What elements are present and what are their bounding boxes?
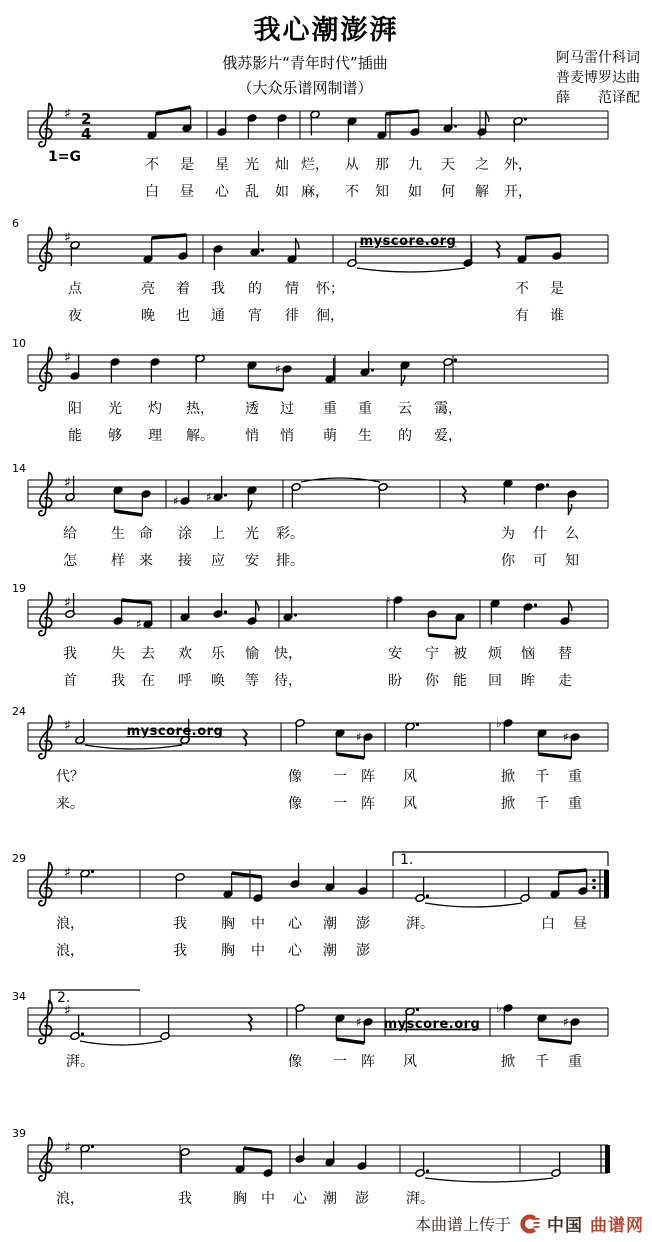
note bbox=[347, 242, 357, 267]
site-name-red: 曲谱网 bbox=[590, 1216, 644, 1236]
lyric-syllable: 命 bbox=[139, 526, 153, 542]
note bbox=[290, 863, 300, 888]
credit-translator: 薛 范译配 bbox=[556, 90, 640, 106]
note bbox=[537, 1014, 547, 1039]
lyric-syllable: 不 bbox=[145, 157, 159, 173]
lyric-syllable: 怀； bbox=[316, 281, 344, 297]
lyric-syllable: 安 bbox=[245, 553, 259, 569]
note bbox=[70, 1015, 84, 1040]
lyric-syllable: 浪， bbox=[56, 943, 84, 959]
tie bbox=[425, 903, 522, 907]
page-title: 我心潮澎湃 bbox=[253, 15, 399, 46]
note bbox=[295, 719, 305, 744]
lyric-syllable: 热， bbox=[186, 401, 214, 417]
lyric-syllable: 恼 bbox=[521, 646, 535, 662]
note bbox=[213, 245, 223, 270]
lyric-syllable: 阳 bbox=[68, 401, 82, 417]
lyric-syllable: 点 bbox=[68, 281, 82, 297]
note bbox=[247, 361, 257, 386]
lyric-syllable: 着 bbox=[176, 281, 190, 297]
lyric-syllable: 胸 bbox=[233, 1191, 247, 1207]
note bbox=[282, 365, 292, 390]
note bbox=[363, 733, 373, 758]
lyric-syllable: 去 bbox=[141, 646, 155, 662]
beam bbox=[336, 1039, 364, 1043]
lyric-syllable: 安 bbox=[388, 646, 402, 662]
lyric-syllable: 掀 bbox=[501, 796, 515, 812]
lyric-syllable: 给 bbox=[63, 526, 77, 542]
note bbox=[70, 241, 80, 266]
measure-number: 6 bbox=[12, 217, 19, 230]
lyric-syllable: 理 bbox=[148, 428, 162, 444]
lyric-syllable: 亮 bbox=[141, 281, 155, 297]
lyric-syllable: 灿 bbox=[275, 157, 289, 173]
beam bbox=[232, 873, 262, 877]
note bbox=[415, 1152, 429, 1177]
lyric-syllable: 澎 bbox=[356, 943, 370, 959]
lyric-syllable: 有 bbox=[515, 308, 529, 324]
lyric-syllable: 能 bbox=[68, 428, 82, 444]
note bbox=[175, 873, 185, 898]
lyric-syllable: 一 bbox=[333, 769, 347, 785]
lyric-syllable: 知 bbox=[375, 184, 389, 200]
accidental: ♯ bbox=[173, 494, 179, 508]
lyric-syllable: 排。 bbox=[276, 553, 304, 569]
key-signature-sharp: ♯ bbox=[64, 718, 71, 734]
beam bbox=[538, 754, 571, 758]
lyric-syllable: 情 bbox=[285, 281, 299, 297]
measure-number: 14 bbox=[12, 462, 26, 475]
lyric-syllable: 乐 bbox=[211, 646, 225, 662]
note bbox=[178, 235, 188, 260]
lyric-syllable: 云 bbox=[398, 401, 412, 417]
lyric-syllable: 解 bbox=[475, 184, 489, 200]
key-signature-sharp: ♯ bbox=[64, 1140, 71, 1156]
lyric-syllable: 应 bbox=[211, 553, 225, 569]
lyric-syllable: 过 bbox=[280, 401, 294, 417]
lyric-syllable: 悄 bbox=[280, 428, 294, 444]
lyric-syllable: 潮 bbox=[323, 1191, 337, 1207]
lyric-syllable: 够 bbox=[108, 428, 122, 444]
lyric-syllable: 昼 bbox=[180, 184, 194, 200]
accidental: ♭ bbox=[496, 716, 502, 730]
lyric-syllable: 样 bbox=[111, 553, 125, 569]
lyric-syllable: 胸 bbox=[221, 916, 235, 932]
lyric-syllable: 那 bbox=[375, 157, 389, 173]
note bbox=[335, 1014, 345, 1039]
note bbox=[150, 358, 160, 383]
lyric-syllable: 一 bbox=[333, 1054, 347, 1070]
key-label: 1=G bbox=[48, 149, 81, 165]
lyric-syllable: 可 bbox=[533, 553, 547, 569]
lyric-syllable: 我 bbox=[211, 281, 225, 297]
staff-system-2 bbox=[12, 217, 608, 324]
note bbox=[141, 490, 151, 515]
key-signature-sharp: ♯ bbox=[64, 106, 71, 122]
measure-number: 39 bbox=[12, 1127, 26, 1140]
note bbox=[535, 483, 549, 508]
tie bbox=[357, 268, 465, 272]
repeat-dot bbox=[592, 879, 596, 883]
lyric-syllable: 重 bbox=[568, 769, 582, 785]
lyric-syllable: 透 bbox=[245, 401, 259, 417]
lyric-syllable: 风 bbox=[403, 796, 417, 812]
note bbox=[443, 358, 457, 383]
lyric-syllable: 重 bbox=[358, 401, 372, 417]
beam bbox=[538, 1039, 571, 1043]
repeat-dot bbox=[592, 886, 596, 890]
lyric-syllable: 何 bbox=[441, 184, 455, 200]
lyric-syllable: 昼 bbox=[573, 916, 587, 932]
note bbox=[295, 1004, 305, 1029]
accidental: ♭ bbox=[496, 1001, 502, 1015]
lyric-syllable: 徘 bbox=[285, 308, 299, 324]
lyric-syllable: 不 bbox=[345, 184, 359, 200]
note bbox=[110, 358, 120, 383]
note bbox=[113, 600, 123, 625]
lyric-syllable: 重 bbox=[568, 1054, 582, 1070]
lyric-syllable: 光 bbox=[108, 401, 122, 417]
accidental: ♯ bbox=[563, 1015, 569, 1029]
key-signature-sharp: ♯ bbox=[64, 230, 71, 246]
lyric-syllable: 白 bbox=[541, 916, 555, 932]
note bbox=[263, 1152, 273, 1177]
lyric-syllable: 爱， bbox=[434, 428, 462, 444]
lyric-syllable: 乱 bbox=[245, 184, 259, 200]
lyric-syllable: 愉 bbox=[245, 646, 259, 662]
lyric-syllable: 九 bbox=[408, 157, 422, 173]
tie bbox=[425, 1178, 553, 1182]
note bbox=[253, 877, 263, 902]
lyric-syllable: 知 bbox=[565, 553, 579, 569]
beam bbox=[428, 635, 456, 638]
note bbox=[213, 593, 227, 618]
lyric-syllable: 宵 bbox=[248, 308, 262, 324]
lyric-syllable: 中 bbox=[251, 943, 265, 959]
accidental: ♯ bbox=[206, 490, 212, 504]
tie bbox=[80, 1041, 162, 1045]
staff-system-6 bbox=[12, 705, 608, 812]
lyric-syllable: 风 bbox=[403, 1054, 417, 1070]
lyric-syllable: 盼 bbox=[388, 673, 402, 689]
lyric-syllable: 阵 bbox=[361, 796, 375, 812]
note bbox=[217, 111, 227, 136]
lyric-syllable: 快， bbox=[274, 646, 302, 662]
lyric-syllable: 我 bbox=[173, 916, 187, 932]
lyric-syllable: 等 bbox=[245, 673, 259, 689]
volta-label: 1. bbox=[400, 852, 414, 868]
note bbox=[180, 480, 190, 505]
lyric-syllable: 心 bbox=[293, 1191, 307, 1207]
lyric-syllable: 欢 bbox=[178, 646, 192, 662]
note bbox=[400, 361, 410, 386]
lyric-syllable: 麻， bbox=[301, 184, 329, 200]
staff-system-9 bbox=[12, 1127, 610, 1207]
time-signature-numerator: 2 bbox=[81, 110, 92, 128]
note bbox=[410, 111, 420, 136]
accidental: ♯ bbox=[136, 617, 142, 631]
lyric-syllable: 么 bbox=[565, 526, 579, 542]
staff-system-7 bbox=[12, 852, 609, 959]
lyric-syllable: 你 bbox=[425, 673, 439, 689]
lyric-syllable: 悄 bbox=[245, 428, 259, 444]
lyric-syllable: 重 bbox=[323, 401, 337, 417]
tie bbox=[85, 745, 182, 749]
measure-number: 29 bbox=[12, 852, 26, 865]
note bbox=[358, 870, 368, 895]
measure-number: 10 bbox=[12, 337, 26, 350]
repeat-thick-bar bbox=[604, 870, 609, 898]
credit-composer: 普麦博罗达曲 bbox=[556, 70, 640, 86]
note bbox=[463, 242, 473, 267]
key-signature-sharp: ♯ bbox=[64, 595, 71, 611]
lyric-syllable: 是 bbox=[550, 281, 564, 297]
lyric-syllable: 烂， bbox=[301, 157, 329, 173]
lyric-syllable: 湃。 bbox=[406, 1191, 434, 1207]
note bbox=[570, 733, 580, 758]
lyric-syllable: 千 bbox=[535, 769, 549, 785]
beam bbox=[336, 754, 364, 758]
lyric-syllable: 生 bbox=[111, 526, 125, 542]
accidental: ♮ bbox=[386, 593, 391, 607]
note bbox=[503, 1004, 513, 1029]
note bbox=[523, 603, 537, 628]
accidental: ♯ bbox=[275, 362, 281, 376]
note bbox=[427, 610, 437, 635]
lyric-syllable: 呼 bbox=[178, 673, 192, 689]
lyric-syllable: 谁 bbox=[550, 308, 564, 324]
lyric-syllable: 我 bbox=[178, 1191, 192, 1207]
lyric-syllable: 潮 bbox=[323, 916, 337, 932]
lyric-syllable: 你 bbox=[501, 553, 515, 569]
lyric-syllable: 阵 bbox=[361, 1054, 375, 1070]
note bbox=[567, 490, 577, 515]
measure-number: 34 bbox=[12, 990, 26, 1003]
beam bbox=[244, 1148, 272, 1152]
lyric-syllable: 千 bbox=[535, 1054, 549, 1070]
lyric-syllable: 灼 bbox=[148, 401, 162, 417]
note bbox=[291, 483, 301, 508]
lyric-syllable: 徊， bbox=[316, 308, 344, 324]
note bbox=[113, 486, 123, 511]
footer bbox=[415, 1211, 644, 1236]
lyric-syllable: 天 bbox=[441, 157, 455, 173]
lyric-syllable: 像 bbox=[288, 796, 302, 812]
note bbox=[160, 1015, 170, 1040]
time-signature-denominator: 4 bbox=[81, 125, 92, 143]
note bbox=[357, 1145, 367, 1170]
measure-number: 24 bbox=[12, 705, 26, 718]
lyric-syllable: 如 bbox=[408, 184, 422, 200]
lyric-syllable: 也 bbox=[176, 308, 190, 324]
lyric-syllable: 失 bbox=[111, 646, 125, 662]
lyric-syllable: 不 bbox=[515, 281, 529, 297]
lyric-syllable: 待， bbox=[274, 673, 302, 689]
lyric-syllable: 星 bbox=[215, 157, 229, 173]
lyric-syllable: 唤 bbox=[211, 673, 225, 689]
note bbox=[455, 613, 465, 638]
beam bbox=[114, 511, 142, 515]
lyric-syllable: 什 bbox=[533, 526, 547, 542]
note bbox=[277, 114, 287, 139]
lyric-syllable: 光 bbox=[245, 157, 259, 173]
note bbox=[295, 1138, 305, 1163]
lyric-syllable: 湃。 bbox=[406, 916, 434, 932]
lyric-syllable: 为 bbox=[501, 526, 515, 542]
lyric-syllable: 掀 bbox=[501, 1054, 515, 1070]
lyric-syllable: 我 bbox=[173, 943, 187, 959]
key-signature-sharp: ♯ bbox=[64, 475, 71, 491]
note bbox=[551, 1152, 561, 1177]
lyric-syllable: 澎 bbox=[355, 1191, 369, 1207]
lyric-syllable: 中 bbox=[261, 1191, 275, 1207]
key-signature-sharp: ♯ bbox=[64, 1003, 71, 1019]
lyric-syllable: 浪， bbox=[56, 1191, 84, 1207]
staff-system-4 bbox=[12, 462, 608, 569]
lyric-syllable: 阵 bbox=[361, 769, 375, 785]
staff-system-1 bbox=[28, 103, 608, 200]
lyric-syllable: 心 bbox=[215, 184, 229, 200]
lyric-syllable: 替 bbox=[558, 646, 572, 662]
lyric-syllable: 能 bbox=[453, 673, 467, 689]
note bbox=[180, 1148, 190, 1173]
note bbox=[570, 1018, 580, 1043]
lyric-syllable: 上 bbox=[211, 526, 225, 542]
note bbox=[247, 486, 257, 511]
lyric-syllable: 的 bbox=[248, 281, 262, 297]
lyric-syllable: 心 bbox=[288, 943, 302, 959]
staff-system-8 bbox=[12, 990, 608, 1070]
note bbox=[347, 117, 357, 142]
staff-system-3 bbox=[12, 337, 608, 444]
note bbox=[560, 600, 572, 625]
watermark-text: myscore.org bbox=[126, 724, 224, 739]
lyric-syllable: 胸 bbox=[221, 943, 235, 959]
lyric-syllable: 的 bbox=[398, 428, 412, 444]
lyric-syllable: 白 bbox=[145, 184, 159, 200]
note bbox=[537, 729, 547, 754]
lyric-syllable: 像 bbox=[288, 769, 302, 785]
note bbox=[378, 483, 388, 508]
lyric-syllable: 心 bbox=[288, 916, 302, 932]
site-name-dark: 中国 bbox=[547, 1216, 583, 1236]
note bbox=[513, 117, 527, 142]
lyric-syllable: 通 bbox=[211, 308, 225, 324]
note bbox=[415, 877, 429, 902]
lyric-syllable: 宁 bbox=[425, 646, 439, 662]
note bbox=[552, 235, 562, 260]
lyric-syllable: 夜 bbox=[68, 308, 82, 324]
footer-upload-text: 本曲谱上传于 bbox=[414, 1215, 511, 1234]
accidental: ♯ bbox=[563, 730, 569, 744]
measure-number: 19 bbox=[12, 582, 26, 595]
lyric-syllable: 彩。 bbox=[276, 526, 304, 542]
note bbox=[578, 870, 588, 895]
lyric-syllable: 解。 bbox=[186, 428, 214, 444]
note bbox=[70, 355, 80, 380]
site-logo-icon bbox=[518, 1213, 540, 1235]
lyric-syllable: 涂 bbox=[178, 526, 192, 542]
key-signature-sharp: ♯ bbox=[64, 865, 71, 881]
key-signature-sharp: ♯ bbox=[64, 350, 71, 366]
lyric-syllable: 光 bbox=[245, 526, 259, 542]
lyric-syllable: 代？ bbox=[56, 769, 84, 785]
lyric-syllable: 是 bbox=[180, 157, 194, 173]
watermark-text: myscore.org bbox=[359, 234, 457, 249]
lyric-syllable: 掀 bbox=[501, 769, 515, 785]
lyric-syllable: 我 bbox=[63, 646, 77, 662]
lyric-syllable: 湃。 bbox=[66, 1054, 94, 1070]
volta-label: 2. bbox=[57, 990, 71, 1006]
lyric-syllable: 风 bbox=[403, 769, 417, 785]
note bbox=[503, 719, 513, 744]
note bbox=[393, 596, 403, 621]
song-subtitle: 俄苏影片“青年时代”插曲 bbox=[222, 54, 388, 72]
lyric-syllable: 萌 bbox=[323, 428, 337, 444]
lyric-syllable: 我 bbox=[111, 673, 125, 689]
accidental: ♯ bbox=[356, 730, 362, 744]
note bbox=[247, 114, 257, 139]
note bbox=[363, 1018, 373, 1043]
lyric-syllable: 生 bbox=[358, 428, 372, 444]
lyric-syllable: 重 bbox=[568, 796, 582, 812]
lyric-syllable: 霭， bbox=[434, 401, 462, 417]
lyric-syllable: 澎 bbox=[356, 916, 370, 932]
lyric-syllable: 怎 bbox=[63, 553, 77, 569]
lyric-syllable: 之 bbox=[475, 157, 489, 173]
lyric-syllable: 像 bbox=[288, 1054, 302, 1070]
note bbox=[247, 600, 259, 625]
lyric-syllable: 在 bbox=[141, 673, 155, 689]
lyric-syllable: 中 bbox=[251, 916, 265, 932]
lyric-syllable: 接 bbox=[178, 553, 192, 569]
lyric-syllable: 烦 bbox=[488, 646, 502, 662]
lyric-syllable: 外， bbox=[504, 157, 532, 173]
lyric-syllable: 眸 bbox=[521, 673, 535, 689]
lyric-syllable: 回 bbox=[488, 673, 502, 689]
accidental: ♯ bbox=[356, 1015, 362, 1029]
lyric-syllable: 走 bbox=[558, 673, 572, 689]
lyric-syllable: 晚 bbox=[141, 308, 155, 324]
beam bbox=[248, 386, 283, 390]
note bbox=[335, 729, 345, 754]
lyric-syllable: 浪， bbox=[56, 916, 84, 932]
lyric-syllable: 一 bbox=[333, 796, 347, 812]
staff-system-5 bbox=[12, 582, 608, 689]
note bbox=[477, 111, 489, 136]
note bbox=[520, 877, 530, 902]
lyric-syllable: 首 bbox=[63, 673, 77, 689]
lyric-syllable: 潮 bbox=[323, 943, 337, 959]
lyric-syllable: 如 bbox=[275, 184, 289, 200]
lyric-syllable: 来。 bbox=[56, 796, 84, 812]
credit-lyricist: 阿马雷什科词 bbox=[556, 50, 640, 66]
lyric-syllable: 千 bbox=[535, 796, 549, 812]
lyric-syllable: 被 bbox=[453, 646, 467, 662]
watermark-text: myscore.org bbox=[383, 1017, 481, 1032]
score-source-note: （大众乐谱网制谱） bbox=[237, 79, 373, 97]
lyric-syllable: 从 bbox=[345, 157, 359, 173]
lyric-syllable: 开， bbox=[504, 184, 532, 200]
lyric-syllable: 来 bbox=[139, 553, 153, 569]
final-thick-bar bbox=[605, 1145, 610, 1173]
